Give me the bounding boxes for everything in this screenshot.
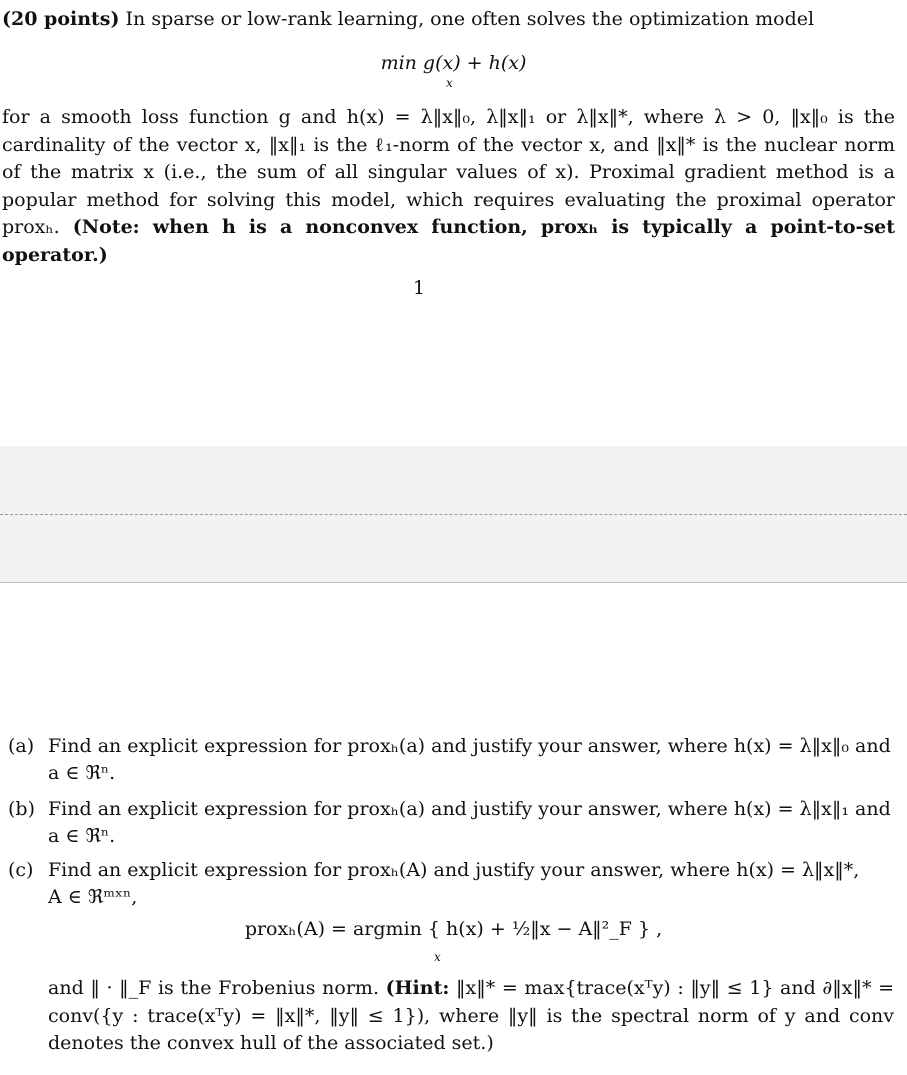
problem-description xyxy=(2,104,895,269)
hint-label: (Hint: xyxy=(385,977,450,999)
model-equation-subscript: x xyxy=(446,76,453,90)
part-b-line2: a ∈ ℜⁿ. xyxy=(48,825,116,847)
part-c-line2: A ∈ ℜᵐˣⁿ, xyxy=(48,886,138,908)
hint-paragraph xyxy=(48,975,894,1058)
part-a-line2: a ∈ ℜⁿ. xyxy=(48,762,116,784)
part-b-label: (b) xyxy=(8,798,35,820)
problem-intro xyxy=(2,6,902,33)
frobenius-text: and ‖ · ‖_F is the Frobenius norm. xyxy=(48,977,379,999)
part-c-label: (c) xyxy=(8,859,34,881)
prox-equation-subscript: x xyxy=(434,950,441,964)
page-break-line xyxy=(0,514,907,515)
description-text: for a smooth loss function g and h(x) = λ‖x‖₀, λ‖x‖₁ or λ‖x‖*, where λ > 0, ‖x‖₀ is the cardinality of the vector x, ‖x‖₁ is the ℓ₁-norm of the vector x, and ‖x‖* is the nuclear norm of the matrix x (i.e., the sum of all singular values of x). Proximal gradient method is a popular method for solving this model, which requires evaluating the proximal operator proxₕ. xyxy=(2,106,895,238)
intro-text: In sparse or low-rank learning, one often solves the optimization model xyxy=(119,8,815,30)
note-text: (Note: when h is a nonconvex function, proxₕ is typically a point-to-set operator.) xyxy=(2,216,895,266)
page-gap xyxy=(0,446,907,583)
part-a xyxy=(8,733,896,784)
model-equation xyxy=(0,52,907,90)
page-number: 1 xyxy=(412,277,426,299)
part-c xyxy=(8,857,896,908)
prox-equation xyxy=(0,914,907,964)
points-label: (20 points) xyxy=(2,8,120,30)
part-b xyxy=(8,796,896,847)
part-c-line1: Find an explicit expression for proxₕ(A) and justify your answer, where h(x) = λ‖x‖*, xyxy=(48,859,860,881)
model-equation-text: min g(x) + h(x) xyxy=(380,52,527,74)
part-a-label: (a) xyxy=(8,735,35,757)
prox-equation-text: proxₕ(A) = argmin { h(x) + ½‖x − A‖²_F } , xyxy=(244,918,663,940)
part-a-line1: Find an explicit expression for proxₕ(a) and justify your answer, where h(x) = λ‖x‖₀ and xyxy=(48,735,891,757)
hint-text: ‖x‖* = max{trace(xᵀy) : ‖y‖ ≤ 1} and ∂‖x‖* = conv({y : trace(xᵀy) = ‖x‖*, ‖y‖ ≤ 1}), where ‖y‖ is the spectral norm of y and conv denotes the convex hull of the associated set.) xyxy=(48,977,894,1054)
part-b-line1: Find an explicit expression for proxₕ(a) and justify your answer, where h(x) = λ‖x‖₁ and xyxy=(48,798,891,820)
